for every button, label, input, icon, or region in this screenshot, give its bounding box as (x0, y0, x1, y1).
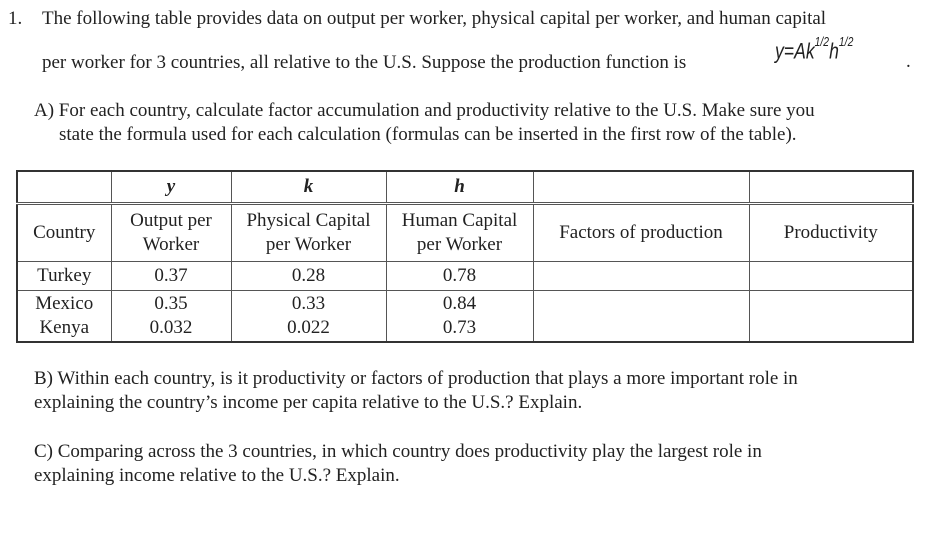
part-a-line-2: state the formula used for each calculation (formulas can be inserted in the first row of the table). (59, 124, 797, 145)
output-cell: 0.37 (111, 262, 231, 291)
part-b (34, 367, 798, 415)
production-function-formula (775, 34, 854, 64)
symbol-h: h (386, 171, 533, 204)
part-c (34, 440, 762, 488)
human-capital-cell: 0.84 (442, 293, 477, 314)
part-c-line-2: explaining income relative to the U.S.? Explain. (34, 465, 400, 486)
part-a-line-1: A) For each country, calculate factor accumulation and productivity relative to the U.S. Make sure you (34, 100, 815, 121)
productivity-answer-cell[interactable] (749, 291, 913, 343)
header-row (17, 204, 913, 262)
country-cell-pair (17, 291, 111, 343)
header-factors-of-production: Factors of production (533, 204, 749, 262)
country-cell: Kenya (39, 317, 90, 338)
factors-formula-cell[interactable] (533, 171, 749, 204)
country-cell: Turkey (17, 262, 111, 291)
question-1-line-1 (8, 7, 826, 31)
question-text-line-1: The following table provides data on output per worker, physical capital per worker, and human capital (42, 8, 827, 29)
formula-y: y (775, 38, 784, 64)
productivity-answer-cell[interactable] (749, 262, 913, 291)
header-country: Country (17, 204, 111, 262)
header-physical-capital: Physical Capital per Worker (231, 204, 386, 262)
capital-cell: 0.33 (291, 293, 326, 314)
part-c-line-1: C) Comparing across the 3 countries, in which country does productivity play the largest role in (34, 441, 762, 462)
formula-h-exponent: 1/2 (838, 34, 854, 49)
capital-cell: 0.28 (231, 262, 386, 291)
formula-period: . (906, 51, 911, 72)
formula-k: k (805, 38, 815, 64)
output-cell: 0.032 (149, 317, 193, 338)
productivity-formula-cell[interactable] (749, 171, 913, 204)
output-cell: 0.35 (154, 293, 188, 314)
symbol-y: y (111, 171, 231, 204)
symbol-k: k (231, 171, 386, 204)
table-row-merged (17, 291, 913, 343)
question-text-line-2: per worker for 3 countries, all relative to the U.S. Suppose the production function is (42, 52, 687, 73)
formula-k-exponent: 1/2 (814, 34, 830, 49)
part-b-line-2: explaining the country’s income per capita relative to the U.S.? Explain. (34, 392, 583, 413)
symbol-cell[interactable] (17, 171, 111, 204)
human-capital-cell: 0.73 (442, 317, 477, 338)
symbol-row (17, 171, 913, 204)
country-cell: Mexico (35, 293, 94, 314)
table-row (17, 262, 913, 291)
header-productivity: Productivity (749, 204, 913, 262)
human-capital-cell-pair (386, 291, 533, 343)
capital-cell: 0.022 (287, 317, 330, 338)
formula-a: A (794, 38, 806, 64)
formula-equals: = (783, 38, 795, 64)
data-table (16, 170, 914, 343)
factors-answer-cell[interactable] (533, 291, 749, 343)
header-output-per-worker: Output per Worker (111, 204, 231, 262)
question-number: 1. (8, 8, 23, 29)
capital-cell-pair (231, 291, 386, 343)
factors-answer-cell[interactable] (533, 262, 749, 291)
human-capital-cell: 0.78 (386, 262, 533, 291)
header-human-capital: Human Capital per Worker (386, 204, 533, 262)
part-b-line-1: B) Within each country, is it productivity or factors of production that plays a more important role in (34, 368, 798, 389)
formula-h: h (829, 38, 839, 64)
output-cell-pair (111, 291, 231, 343)
